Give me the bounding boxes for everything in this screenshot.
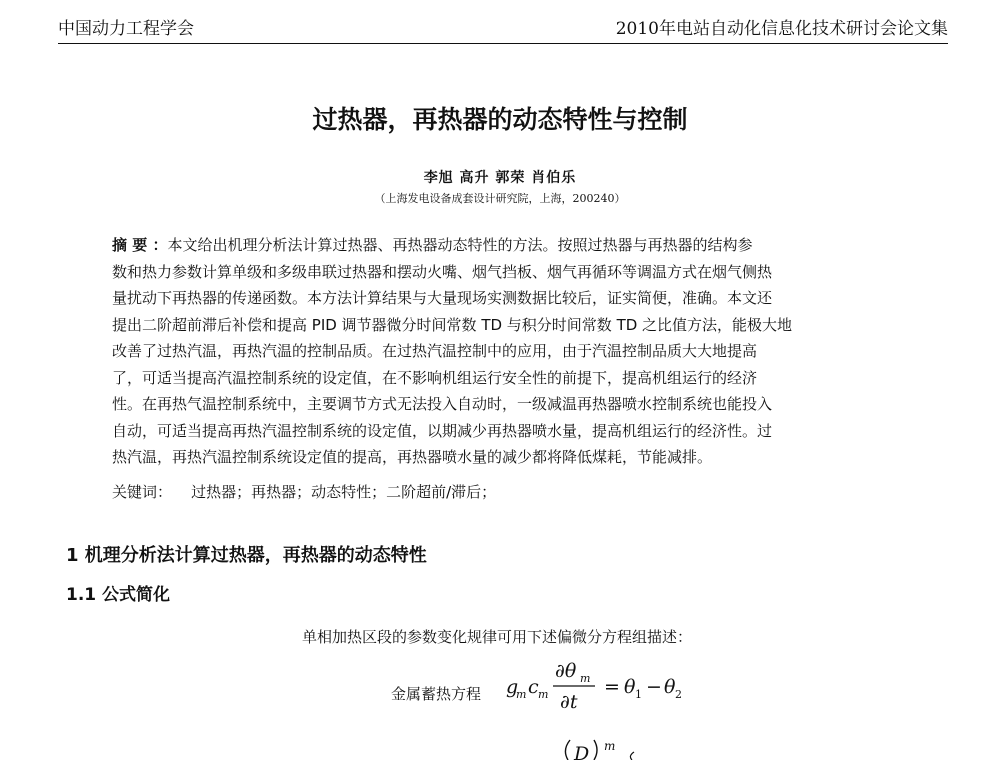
svg-text:=: = — [604, 676, 620, 698]
next-equation-partial — [560, 738, 700, 760]
svg-text:m: m — [580, 672, 591, 685]
svg-text:c: c — [528, 676, 539, 698]
body-paragraph: 单相加热区段的参数变化规律可用下述偏微分方程组描述： — [302, 628, 693, 646]
header-rule — [58, 43, 948, 44]
abstract-line-3: 量扰动下再热器的传递函数。本方法计算结果与大量现场实测数据比较后，证实简便，准确。本文还 — [112, 289, 773, 307]
abstract-line-2: 数和热力参数计算单级和多级串联过热器和摆动火嘴、烟气挡板、烟气再循环等调温方式在烟气侧热 — [112, 262, 773, 281]
abstract-line-5: 改善了过热汽温，再热汽温的控制品质。在过热汽温控制中的应用，由于汽温控制品质大大地提高 — [112, 342, 758, 360]
svg-text:m: m — [516, 688, 527, 701]
paper-title: 过热器，再热器的动态特性与控制 — [312, 105, 688, 134]
abstract-line-1: 摘 要 ：本文给出机理分析法计算过热器、再热器动态特性的方法。按照过热器与再热器的结构参 — [112, 236, 753, 254]
abstract-line-9: 热汽温，再热汽温控制系统设定值的提高，再热器喷水量的减少都将降低煤耗，节能减排。 — [112, 448, 713, 466]
svg-text:∂t: ∂t — [560, 691, 578, 713]
svg-text:D: D — [574, 743, 590, 760]
abstract-line-4: 提出二阶超前滞后补偿和提高 PID 调节器微分时间常数 TD 与积分时间常数 TD 之比值方法，能极大地 — [112, 315, 793, 334]
svg-text:2: 2 — [675, 688, 682, 701]
abstract — [112, 232, 898, 471]
svg-text:g: g — [506, 676, 519, 698]
svg-text:m: m — [604, 739, 616, 753]
abstract-line-8: 自动，可适当提高再热汽温控制系统的设定值，以期减少再热器喷水量，提高机组运行的经济性。过 — [112, 421, 773, 440]
keywords-text: 过热器；再热器；动态特性；二阶超前/滞后； — [191, 483, 497, 501]
abstract-line-7: 性。在再热气温控制系统中，主要调节方式无法投入自动时，一级减温再热器喷水控制系统也能投入 — [112, 395, 773, 413]
section-heading-1: 1 机理分析法计算过热器，再热器的动态特性 — [66, 545, 427, 566]
keywords-label: 关键词： — [112, 483, 173, 501]
metal-heat-storage-equation — [500, 655, 720, 715]
keywords — [112, 481, 496, 502]
svg-text:m: m — [538, 688, 549, 701]
affiliation: （上海发电设备成套设计研究院，上海，200240） — [374, 192, 626, 205]
svg-text:∂θ: ∂θ — [555, 660, 577, 682]
header-left: 中国动力工程学会 — [58, 19, 194, 39]
svg-text:θ: θ — [624, 676, 636, 698]
header-right: 2010年电站自动化信息化技术研讨会论文集 — [615, 19, 948, 39]
svg-text:1: 1 — [635, 688, 642, 701]
authors: 李旭 高升 郭荣 肖伯乐 — [423, 170, 577, 186]
equation-label: 金属蓄热方程 — [391, 685, 482, 703]
abstract-line-6: 了，可适当提高汽温控制系统的设定值，在不影响机组运行安全性的前提下，提高机组运行的经济 — [112, 368, 758, 387]
abstract-label: 摘 要 ： — [112, 236, 168, 254]
svg-text:θ: θ — [664, 676, 676, 698]
subsection-heading-1-1: 1.1 公式简化 — [66, 585, 171, 605]
svg-text:−: − — [646, 676, 662, 698]
